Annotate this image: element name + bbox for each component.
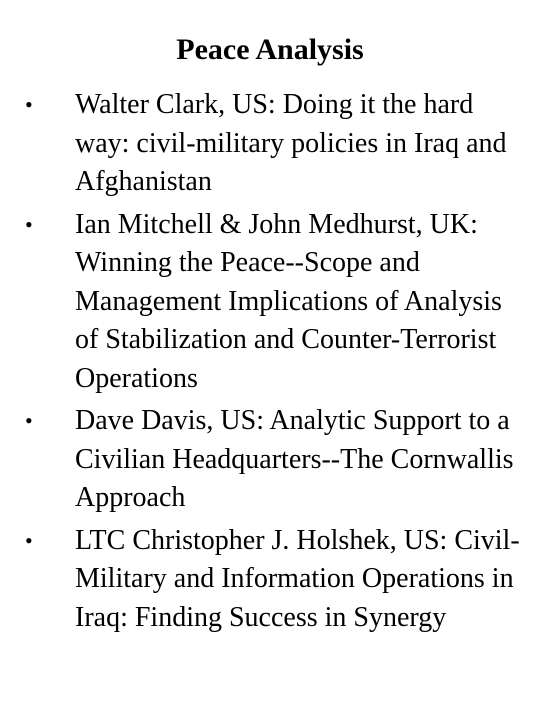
bullet-icon: •: [25, 211, 33, 237]
list-item: [0, 206, 540, 399]
list-item-text: LTC Christopher J. Holshek, US: Civil-Military and Information Operations in Iraq: Finding Success in Synergy: [75, 524, 520, 633]
bullet-icon: •: [25, 527, 33, 553]
bullet-icon: •: [25, 92, 33, 117]
slide-title: Peace Analysis: [176, 33, 364, 66]
bullet-icon: •: [25, 408, 33, 433]
list-item-text: Dave Davis, US: Analytic Support to a Civilian Headquarters--The Cornwallis Approach: [75, 405, 514, 513]
bullet-list: [0, 86, 540, 641]
list-item: [0, 522, 540, 638]
list-item: [0, 402, 540, 518]
list-item-text: Walter Clark, US: Doing it the hard way: civil-military policies in Iraq and Afghanistan: [75, 89, 507, 197]
list-item: [0, 86, 540, 202]
list-item-text: Ian Mitchell & John Medhurst, UK: Winning the Peace--Scope and Management Implications of Analysis of Stabilization and Counter-Terrorist Operations: [75, 208, 502, 394]
